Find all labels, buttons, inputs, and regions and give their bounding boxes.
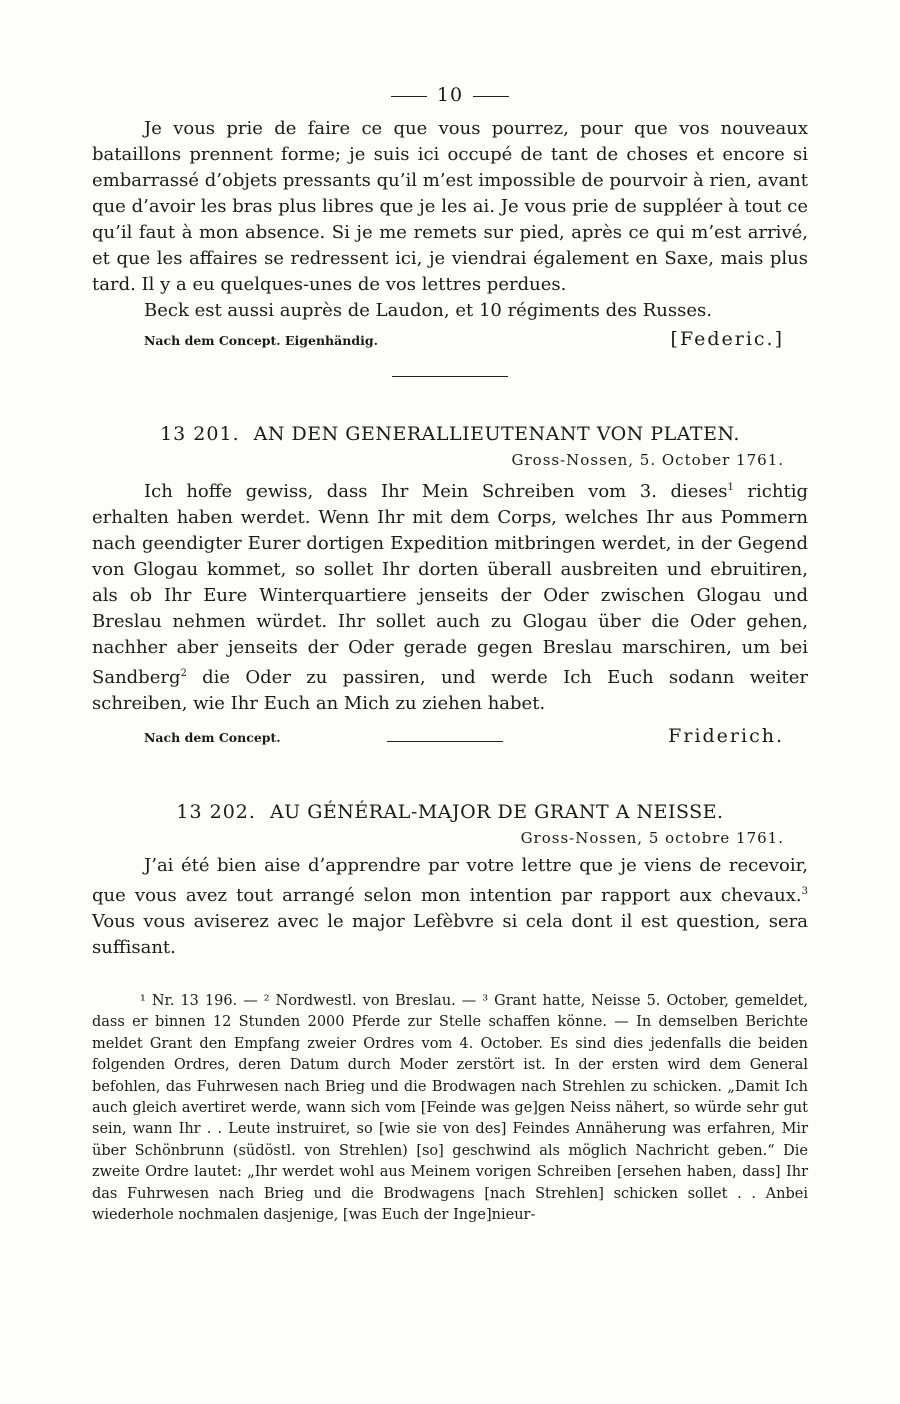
footnote-ref: 2 xyxy=(180,668,187,679)
header-dash-right xyxy=(473,96,509,97)
letter1-signature-line xyxy=(92,328,808,350)
signature: Friderich. xyxy=(668,725,784,747)
source-note: Nach dem Concept. Eigenhändig. xyxy=(144,333,378,348)
dateline: Gross-Nossen, 5. October 1761. xyxy=(511,451,784,469)
letter1-postscript: Beck est aussi auprès de Laudon, et 10 régiments des Russes. xyxy=(144,300,712,321)
source-note: Nach dem Concept. xyxy=(144,730,281,745)
spacer xyxy=(92,747,808,801)
header-dash-left xyxy=(391,96,427,97)
letter3-text-a: J’ai été bien aise d’apprendre par votre lettre que je viens de recevoir, que vous avez tout arrangé selon mon intention par rapport aux chevaux. xyxy=(92,855,808,906)
letter-heading xyxy=(92,423,808,445)
footnote-text: ¹ Nr. 13 196. — ² Nordwestl. von Breslau. — ³ Grant hatte, Neisse 5. October, gemeldet, dass er binnen 12 Stunden 2000 Pferde zur Stelle schaffen könne. — In demselben Berichte meldet Grant den Empfang zweier Ordres vom 4. October. Es sind dies jedenfalls die beiden folgenden Ordres, deren Datum durch Moder zerstört ist. In der ersten wird dem General befohlen, das Fuhrwesen nach Brieg und die Brodwagen nach Strehlen zu schicken. „Damit Ich auch gleich avertiret werde, wann sich vom [Feinde was ge]gen Neiss nähert, so würde sehr gut sein, wann Ihr . . Leute instruiret, so [wie sie von des] Feindes Annäherung was erfahren, Mir über Schönbrunn (südöstl. von Strehlen) [so] geschwind als möglich Nachricht geben.“ Die zweite Ordre lautet: „Ihr werdet wohl aus Meinem vorigen Schreiben [ersehen haben, dass] Ihr das Fuhrwesen nach Brieg und die Brodwagens [nach Strehlen] schicken sollet . . Anbei wiederhole nochmalen dasjenige, [was Euch der Inge]nieur- xyxy=(92,993,808,1224)
letter-number: 13 202. xyxy=(176,801,256,823)
letter2-text-b: richtig erhalten haben werdet. Wenn Ihr mit dem Corps, welches Ihr aus Pommern nach geendigter Eurer dortigen Expedition mitbringen werdet, in der Gegend von Glogau kommet, so sollet Ihr dorten überall ausbreiten und ebruitiren, als ob Ihr Eure Winterquartiere jenseits der Oder zwischen Glogau und Breslau nehmen würdet. Ihr sollet auch zu Glogau über die Oder gehen, nachher aber jenseits der Oder gerade gegen Breslau marschiren, um bei Sandberg xyxy=(92,481,808,688)
letter1-paragraph: Je vous prie de faire ce que vous pourrez, pour que vos nouveaux bataillons prennent forme; je suis ici occupé de tant de choses et encore si embarrassé d’objets pressants qu’il m’est impossible de pourvoir à rien, avant que d’avoir les bras plus libres que je les ai. Je vous prie de suppléer à tout ce qu’il faut à mon absence. Si je me remets sur pied, après ce qui m’est arrivé, et que les affaires se redressent ici, je viendrai également en Saxe, mais plus tard. Il y a eu quelques-unes de vos lettres perdues. xyxy=(92,118,808,295)
section-divider xyxy=(392,376,508,377)
letter-title: AU GÉNÉRAL-MAJOR DE GRANT A NEISSE. xyxy=(269,801,724,823)
section-divider xyxy=(387,741,503,742)
dateline: Gross-Nossen, 5 octobre 1761. xyxy=(520,829,784,847)
letter2-signature-line xyxy=(92,725,808,747)
footnote-ref: 3 xyxy=(801,886,808,897)
letter3-body xyxy=(92,853,808,961)
document-page xyxy=(92,84,808,1226)
footnote-ref: 1 xyxy=(727,482,734,493)
letter-heading xyxy=(92,801,808,823)
letter2-body xyxy=(92,475,808,717)
footnotes xyxy=(92,991,808,1226)
letter3-text-b: Vous vous aviserez avec le major Lefèbvre si cela dont il est question, sera suffisant. xyxy=(92,911,808,958)
page-header xyxy=(92,84,808,106)
page-number: 10 xyxy=(436,84,464,106)
letter-number: 13 201. xyxy=(160,423,240,445)
letter-title: AN DEN GENERALLIEUTENANT VON PLATEN. xyxy=(253,423,740,445)
signature: [Federic.] xyxy=(670,328,784,350)
letter2-text-c: die Oder zu passiren, und werde Ich Euch sodann weiter schreiben, wie Ihr Euch an Mich zu ziehen habet. xyxy=(92,667,808,714)
letter2-text-a: Ich hoffe gewiss, dass Ihr Mein Schreiben vom 3. dieses xyxy=(144,481,728,502)
